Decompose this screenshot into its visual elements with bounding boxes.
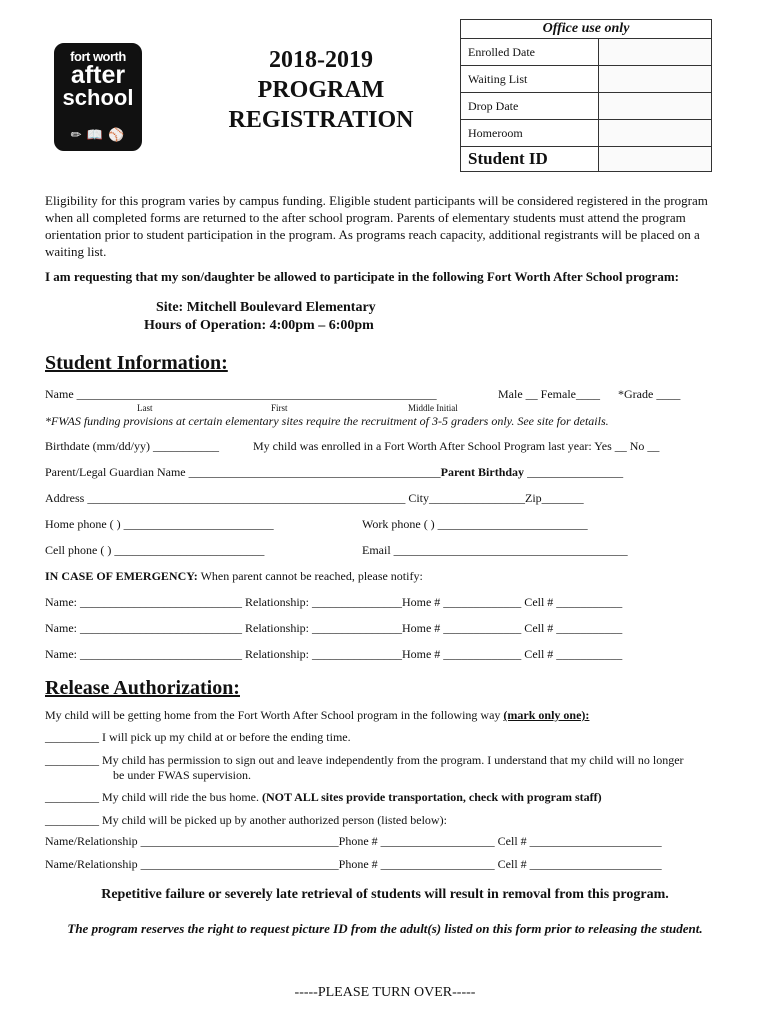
- office-row-label: Homeroom: [461, 120, 599, 147]
- gender-field[interactable]: Male __ Female____: [498, 387, 600, 401]
- guardian-name-text: Parent/Legal Guardian Name __________________________________________: [45, 465, 441, 479]
- office-use-table: [460, 19, 712, 172]
- logo-line-2: after: [70, 61, 126, 89]
- turn-over-note: -----PLEASE TURN OVER-----: [294, 985, 476, 1000]
- cell-phone-field[interactable]: Cell phone ( ) _________________________: [45, 543, 265, 557]
- emergency-label: IN CASE OF EMERGENCY:: [45, 569, 198, 583]
- home-phone-field[interactable]: Home phone ( ) _________________________: [45, 517, 274, 531]
- hours-of-operation: Hours of Operation: 4:00pm – 6:00pm: [144, 318, 374, 333]
- emergency-contact-row[interactable]: Name: ___________________________ Relationship: _______________Home # _____________ Cell # ___________: [45, 621, 623, 635]
- parent-birthday-line: ________________: [527, 465, 624, 479]
- release-authorization-heading: Release Authorization:: [45, 677, 240, 699]
- name-sub-middle: Middle Initial: [408, 403, 458, 413]
- office-use-header: Office use only: [461, 20, 712, 39]
- enrolled-date-field[interactable]: [599, 39, 712, 66]
- email-field[interactable]: Email _______________________________________: [362, 543, 628, 557]
- logo-line-1: fort worth: [70, 49, 126, 64]
- grade-field[interactable]: *Grade ____: [618, 387, 681, 401]
- request-statement: I am requesting that my son/daughter be allowed to participate in the following Fort Worth After School program:: [45, 269, 679, 284]
- title-program: PROGRAM: [257, 77, 385, 103]
- funding-note: *FWAS funding provisions at certain elementary sites require the recruitment of 3-5 graders only. See site for details.: [45, 414, 609, 428]
- release-option-authorized[interactable]: _________ My child will be picked up by another authorized person (listed below):: [45, 813, 447, 827]
- form-title: [210, 45, 432, 135]
- logo-icons: ✏ 📖 ⚾: [70, 127, 126, 142]
- release-option-independent-cont: be under FWAS supervision.: [113, 768, 251, 782]
- enrolled-last-year-field[interactable]: My child was enrolled in a Fort Worth After School Program last year: Yes __ No __: [253, 439, 660, 453]
- office-row-label: Drop Date: [461, 93, 599, 120]
- name-sub-first: First: [271, 403, 288, 413]
- office-row-label: Waiting List: [461, 66, 599, 93]
- release-option-independent[interactable]: _________ My child has permission to sign out and leave independently from the program. I understand that my child will no longer: [45, 753, 684, 767]
- emergency-text: When parent cannot be reached, please notify:: [197, 569, 423, 583]
- title-year: 2018-2019: [269, 47, 373, 73]
- release-option-bus[interactable]: [45, 790, 602, 805]
- release-option-bus-text: _________ My child will ride the bus home.: [45, 790, 262, 804]
- student-id-field[interactable]: [599, 147, 712, 172]
- release-option-pickup[interactable]: _________ I will pick up my child at or before the ending time.: [45, 730, 351, 744]
- fort-worth-after-school-logo: [54, 43, 142, 151]
- drop-date-field[interactable]: [599, 93, 712, 120]
- emergency-contact-row[interactable]: Name: ___________________________ Relationship: _______________Home # _____________ Cell # ___________: [45, 595, 623, 609]
- address-field[interactable]: Address _____________________________________________________ City________________Zip_______: [45, 491, 584, 505]
- eligibility-paragraph: Eligibility for this program varies by campus funding. Eligible student participants will be considered registered in the program when all completed forms are returned to the after school program. Parents of elementary students must attend the program orientation prior to student participation in the program. As programs reach capacity, additional registrants will be placed on a waiting list.: [45, 193, 708, 259]
- release-option-bus-note: (NOT ALL sites provide transportation, check with program staff): [261, 790, 602, 804]
- title-registration: REGISTRATION: [228, 107, 414, 133]
- emergency-heading: [45, 569, 423, 584]
- work-phone-field[interactable]: Work phone ( ) _________________________: [362, 517, 588, 531]
- authorized-person-row[interactable]: Name/Relationship _________________________________Phone # ___________________ Cell # ______________________: [45, 834, 662, 848]
- waiting-list-field[interactable]: [599, 66, 712, 93]
- authorized-person-row[interactable]: Name/Relationship _________________________________Phone # ___________________ Cell # ______________________: [45, 857, 662, 871]
- birthdate-field[interactable]: Birthdate (mm/dd/yy) ___________: [45, 439, 219, 453]
- student-name-field[interactable]: Name ____________________________________________________________: [45, 387, 437, 401]
- release-intro-text: My child will be getting home from the Fort Worth After School program in the following way: [45, 708, 504, 722]
- guardian-name-field[interactable]: [45, 465, 623, 480]
- release-intro-emphasis: (mark only one):: [503, 708, 590, 722]
- student-id-label: Student ID: [461, 147, 599, 172]
- release-intro: [45, 708, 589, 723]
- office-row-label: Enrolled Date: [461, 39, 599, 66]
- retrieval-warning: Repetitive failure or severely late retrieval of students will result in removal from this program.: [101, 887, 669, 902]
- picture-id-notice: The program reserves the right to request picture ID from the adult(s) listed on this form prior to releasing the student.: [67, 921, 703, 936]
- homeroom-field[interactable]: [599, 120, 712, 147]
- emergency-contact-row[interactable]: Name: ___________________________ Relationship: _______________Home # _____________ Cell # ___________: [45, 647, 623, 661]
- student-information-heading: Student Information:: [45, 352, 228, 374]
- parent-birthday-label: Parent Birthday: [440, 465, 525, 479]
- name-sub-last: Last: [137, 403, 153, 413]
- site-name: Site: Mitchell Boulevard Elementary: [156, 300, 376, 315]
- logo-line-3: school: [62, 85, 134, 110]
